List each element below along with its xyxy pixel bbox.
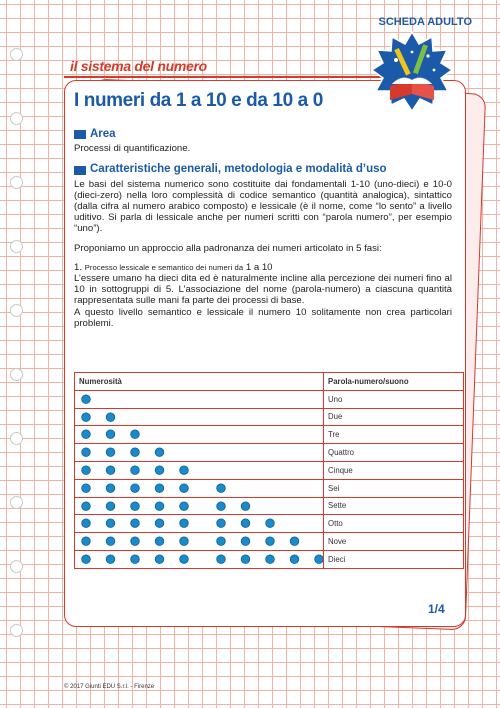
- binder-hole: [10, 304, 23, 317]
- count-dot: [180, 484, 189, 493]
- dot-group: [75, 498, 323, 514]
- count-dot: [180, 466, 189, 475]
- count-dot: [180, 537, 189, 546]
- number-word: Dieci: [324, 550, 464, 568]
- square-bullet-icon: [74, 166, 86, 175]
- binder-hole: [10, 560, 23, 573]
- count-dot: [155, 501, 164, 510]
- count-dot: [155, 466, 164, 475]
- count-dot: [241, 537, 250, 546]
- count-dot: [155, 537, 164, 546]
- binder-hole: [10, 112, 23, 125]
- count-dot: [106, 466, 115, 475]
- characteristics-paragraph: Le basi del sistema numerico sono costituite dai fondamentali 1-10 (uno-dieci) e 10-0 (dieci-zero) nella loro complessità di codice semantico (quantità analogica), sintattico (dalla cifra al numero arabico composto) e lessicale (è il nome, come “lo sento” a livello uditivo. Si parla di lessicale anche per numeri scritti con “parola numero”, per esempio “uno”).: [74, 178, 452, 235]
- number-word: Tre: [324, 426, 464, 444]
- numerosity-cell: [75, 390, 324, 408]
- phase-1-text: L’essere umano ha dieci dita ed è naturalmente incline alla percezione dei numeri fino al 10 in sottogruppi di 5. L’associazione del nome (parola-numero) a ciascuna quantità rappresentata sulle mani fa parte dei processi di base.: [74, 273, 452, 307]
- dot-group: [75, 409, 323, 425]
- numerosity-cell: [75, 497, 324, 515]
- count-dot: [82, 484, 91, 493]
- count-dot: [82, 430, 91, 439]
- dot-group: [75, 480, 323, 496]
- number-word: Cinque: [324, 461, 464, 479]
- number-word: Uno: [324, 390, 464, 408]
- page-title: I numeri da 1 a 10 e da 10 a 0: [74, 90, 323, 111]
- count-dot: [106, 501, 115, 510]
- number-word: Otto: [324, 515, 464, 533]
- count-dot: [82, 448, 91, 457]
- count-dot: [82, 501, 91, 510]
- dot-group: [75, 515, 323, 531]
- count-dot: [241, 519, 250, 528]
- dot-group: [75, 391, 323, 407]
- count-dot: [82, 466, 91, 475]
- count-dot: [131, 537, 140, 546]
- number-word: Sette: [324, 497, 464, 515]
- count-dot: [106, 412, 115, 421]
- title-underline: [64, 76, 394, 78]
- main-content: [74, 129, 452, 329]
- number-word: Due: [324, 408, 464, 426]
- table-row: [75, 461, 464, 479]
- table-row: [75, 444, 464, 462]
- table-row: [75, 515, 464, 533]
- count-dot: [180, 501, 189, 510]
- count-dot: [82, 537, 91, 546]
- dot-group: [75, 444, 323, 460]
- binder-hole: [10, 240, 23, 253]
- count-dot: [106, 537, 115, 546]
- table-row: [75, 408, 464, 426]
- numerosity-cell: [75, 444, 324, 462]
- count-dot: [315, 555, 323, 564]
- count-dot: [155, 448, 164, 457]
- area-heading: [74, 129, 452, 140]
- table-row: [75, 533, 464, 551]
- count-dot: [131, 448, 140, 457]
- count-dot: [217, 484, 226, 493]
- count-dot: [180, 555, 189, 564]
- count-dot: [82, 395, 91, 404]
- count-dot: [106, 430, 115, 439]
- count-dot: [217, 537, 226, 546]
- table-row: [75, 497, 464, 515]
- phase-number: 1.: [74, 261, 83, 273]
- square-bullet-icon: [74, 130, 86, 139]
- page-number: 1/4: [428, 602, 445, 616]
- phase-1-title: [74, 262, 452, 273]
- numerosity-cell: [75, 408, 324, 426]
- count-dot: [82, 555, 91, 564]
- numerosity-cell: [75, 479, 324, 497]
- area-heading-text: Area: [90, 128, 116, 140]
- count-dot: [131, 555, 140, 564]
- count-dot: [155, 519, 164, 528]
- count-dot: [106, 448, 115, 457]
- book-badge-icon: [372, 30, 452, 114]
- sparkle-dot: [411, 51, 414, 54]
- numerosity-table: [74, 372, 464, 569]
- count-dot: [82, 519, 91, 528]
- badge-burst-shape: [372, 32, 452, 111]
- count-dot: [266, 555, 275, 564]
- count-dot: [217, 501, 226, 510]
- header-word: Parola-numero/suono: [324, 373, 464, 391]
- table-header-row: [75, 373, 464, 391]
- characteristics-heading-text: Caratteristiche generali, metodologia e modalità d’uso: [90, 163, 387, 176]
- phases-intro: Proponiamo un approccio alla padronanza dei numeri articolato in 5 fasi:: [74, 242, 382, 254]
- count-dot: [106, 484, 115, 493]
- number-word: Quattro: [324, 444, 464, 462]
- dot-group: [75, 462, 323, 478]
- count-dot: [180, 519, 189, 528]
- count-dot: [106, 519, 115, 528]
- count-dot: [241, 555, 250, 564]
- sparkle-dot: [433, 69, 436, 72]
- table-row: [75, 550, 464, 568]
- count-dot: [131, 501, 140, 510]
- dot-group: [75, 426, 323, 442]
- number-word: Sei: [324, 479, 464, 497]
- count-dot: [131, 430, 140, 439]
- count-dot: [106, 555, 115, 564]
- binder-hole: [10, 624, 23, 637]
- binder-hole: [10, 368, 23, 381]
- dot-group: [75, 551, 323, 567]
- count-dot: [290, 555, 299, 564]
- phase-range: 1 a 10: [245, 261, 273, 273]
- copyright-footer: © 2017 Giunti EDU S.r.l. - Firenze: [64, 684, 155, 690]
- count-dot: [290, 537, 299, 546]
- phase-1-text-2: A questo livello semantico e lessicale il numero 10 solitamente non crea particolari problemi.: [74, 306, 452, 329]
- binder-holes: [6, 0, 26, 708]
- sparkle-dot: [394, 58, 398, 62]
- count-dot: [266, 537, 275, 546]
- table-row: [75, 426, 464, 444]
- count-dot: [155, 555, 164, 564]
- numerosity-cell: [75, 426, 324, 444]
- table-row: [75, 390, 464, 408]
- header-numerosity: Numerosità: [75, 373, 324, 391]
- binder-hole: [10, 496, 23, 509]
- binder-hole: [10, 48, 23, 61]
- numerosity-cell: [75, 550, 324, 568]
- section-tag: il sistema del numero: [70, 58, 207, 74]
- numerosity-cell: [75, 515, 324, 533]
- binder-hole: [10, 176, 23, 189]
- numerosity-cell: [75, 533, 324, 551]
- number-word: Nove: [324, 533, 464, 551]
- count-dot: [266, 519, 275, 528]
- characteristics-heading: [74, 164, 452, 175]
- count-dot: [131, 466, 140, 475]
- table-body: [75, 390, 464, 568]
- sparkle-dot: [426, 54, 429, 57]
- sheet-type-label: SCHEDA ADULTO: [378, 16, 472, 28]
- phase-title-text: Processo lessicale e semantico dei numeri da: [84, 262, 244, 272]
- numerosity-cell: [75, 461, 324, 479]
- count-dot: [217, 519, 226, 528]
- count-dot: [155, 484, 164, 493]
- count-dot: [131, 519, 140, 528]
- binder-hole: [10, 432, 23, 445]
- dot-group: [75, 533, 323, 549]
- area-text: Processi di quantificazione.: [74, 143, 191, 155]
- count-dot: [241, 501, 250, 510]
- count-dot: [82, 412, 91, 421]
- count-dot: [131, 484, 140, 493]
- count-dot: [217, 555, 226, 564]
- table-row: [75, 479, 464, 497]
